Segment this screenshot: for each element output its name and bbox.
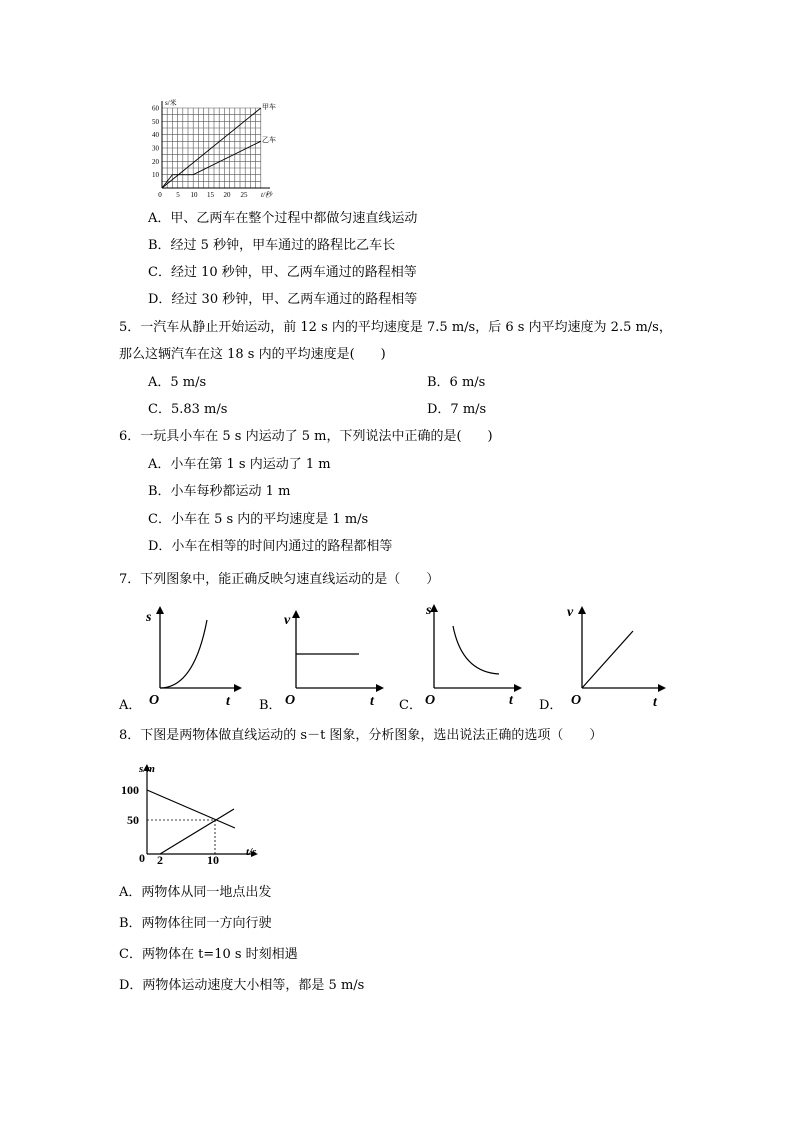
q7a-y-arrow (156, 606, 164, 614)
q7c-x-arrow (514, 684, 522, 692)
q8-ytick-50: 50 (127, 813, 139, 827)
q7a-x-arrow (234, 684, 242, 692)
q6-option-c: C．小车在 5 s 内的平均速度是 1 m/s (148, 512, 369, 527)
q4-y-axis-label: s/米 (165, 99, 177, 107)
q4-xtick-20: 20 (223, 191, 231, 199)
q7b-y-arrow (292, 610, 300, 618)
q5-option-d: D．7 m/s (427, 402, 487, 417)
q8-option-b: B．两物体往同一方向行驶 (119, 916, 272, 931)
q4-st-graph (146, 96, 286, 200)
q8-xtick-2: 2 (157, 853, 163, 867)
q7-graph-c (416, 600, 526, 709)
q7c-y-label: s (426, 603, 432, 618)
q4-xtick-15: 15 (207, 191, 214, 199)
q7c-x-label: t (509, 693, 513, 708)
q4-xtick-25: 25 (240, 191, 248, 199)
q7d-x-label: t (653, 695, 657, 709)
q8-line-rising (160, 809, 234, 854)
q6-option-b: B．小车每秒都运动 1 m (148, 484, 291, 499)
q4-label-jia: 甲车 (262, 103, 276, 111)
q5-stem-line1: 5．一汽车从静止开始运动，前 12 s 内的平均速度是 7.5 m/s，后 6 s 内平均速度为 2.5 m/s， (119, 320, 672, 335)
q7-graph-a (140, 604, 245, 709)
q4-label-yi: 乙车 (262, 136, 276, 144)
q6-stem: 6．一玩具小车在 5 s 内运动了 5 m，下列说法中正确的是( ) (119, 429, 493, 444)
q7-graph-b (276, 604, 391, 709)
q4-xtick-10: 10 (190, 191, 198, 199)
q7-stem: 7．下列图象中，能正确反映匀速直线运动的是（ ） (119, 572, 440, 587)
q4-xtick-0: 0 (158, 191, 162, 199)
q7a-curve (160, 620, 207, 688)
q5-option-c: C．5.83 m/s (148, 402, 228, 417)
q7b-x-label: t (370, 694, 374, 709)
q4-ytick-60: 60 (152, 104, 159, 113)
q7d-line (582, 631, 633, 688)
q8-st-graph (119, 756, 269, 868)
q5-option-b: B．6 m/s (427, 375, 486, 390)
q8-line-falling (147, 790, 235, 828)
q7a-origin: O (149, 693, 160, 708)
q8-option-c: C．两物体在 t=10 s 时刻相遇 (119, 947, 298, 962)
q7d-y-label: v (567, 605, 574, 620)
q7-label-d: D． (539, 698, 563, 713)
q7d-y-arrow (578, 606, 586, 614)
q5-option-a: A．5 m/s (148, 375, 207, 390)
q6-option-d: D．小车在相等的时间内通过的路程都相等 (148, 539, 393, 554)
q7-graph-d (560, 600, 670, 709)
q7-label-a: A． (119, 698, 142, 713)
q8-option-d: D．两物体运动速度大小相等，都是 5 m/s (119, 978, 365, 993)
q7c-origin: O (425, 693, 436, 708)
q4-ytick-10: 10 (152, 171, 159, 180)
q6-option-a: A．小车在第 1 s 内运动了 1 m (148, 457, 331, 472)
q4-option-b: B．经过 5 秒钟，甲车通过的路程比乙车长 (148, 238, 396, 253)
q4-option-c: C．经过 10 秒钟，甲、乙两车通过的路程相等 (148, 265, 417, 280)
q7d-x-arrow (658, 684, 666, 692)
q8-x-axis-label: t/s (246, 846, 257, 858)
q4-option-a: A．甲、乙两车在整个过程中都做匀速直线运动 (148, 211, 418, 226)
q7a-y-label: s (146, 610, 152, 625)
q4-x-axis-label: t/秒 (261, 191, 272, 199)
q4-xtick-5: 5 (176, 191, 180, 199)
q7b-x-arrow (376, 684, 384, 692)
q7-label-c: C． (399, 698, 422, 713)
q7d-origin: O (571, 693, 582, 708)
q7b-y-label: v (284, 613, 291, 628)
q4-ytick-40: 40 (152, 131, 159, 140)
q8-xtick-0: 0 (139, 851, 145, 865)
q8-y-axis-label: s/m (139, 763, 155, 775)
q7c-curve (453, 626, 499, 674)
q8-ytick-100: 100 (121, 783, 139, 797)
q4-ytick-20: 20 (152, 157, 159, 166)
q5-stem-line2: 那么这辆汽车在这 18 s 内的平均速度是( ) (119, 347, 386, 362)
q4-option-d: D．经过 30 秒钟，甲、乙两车通过的路程相等 (148, 292, 418, 307)
q8-option-a: A．两物体从同一地点出发 (119, 885, 272, 900)
q8-xtick-10: 10 (207, 853, 219, 867)
q7b-origin: O (285, 693, 296, 708)
q4-ytick-30: 30 (152, 144, 159, 153)
q7a-x-label: t (226, 694, 230, 709)
q7-label-b: B． (259, 698, 282, 713)
q8-stem: 8．下图是两物体做直线运动的 s－t 图象，分析图象，选出说法正确的选项（ ） (119, 728, 603, 743)
q4-ytick-50: 50 (152, 117, 159, 126)
